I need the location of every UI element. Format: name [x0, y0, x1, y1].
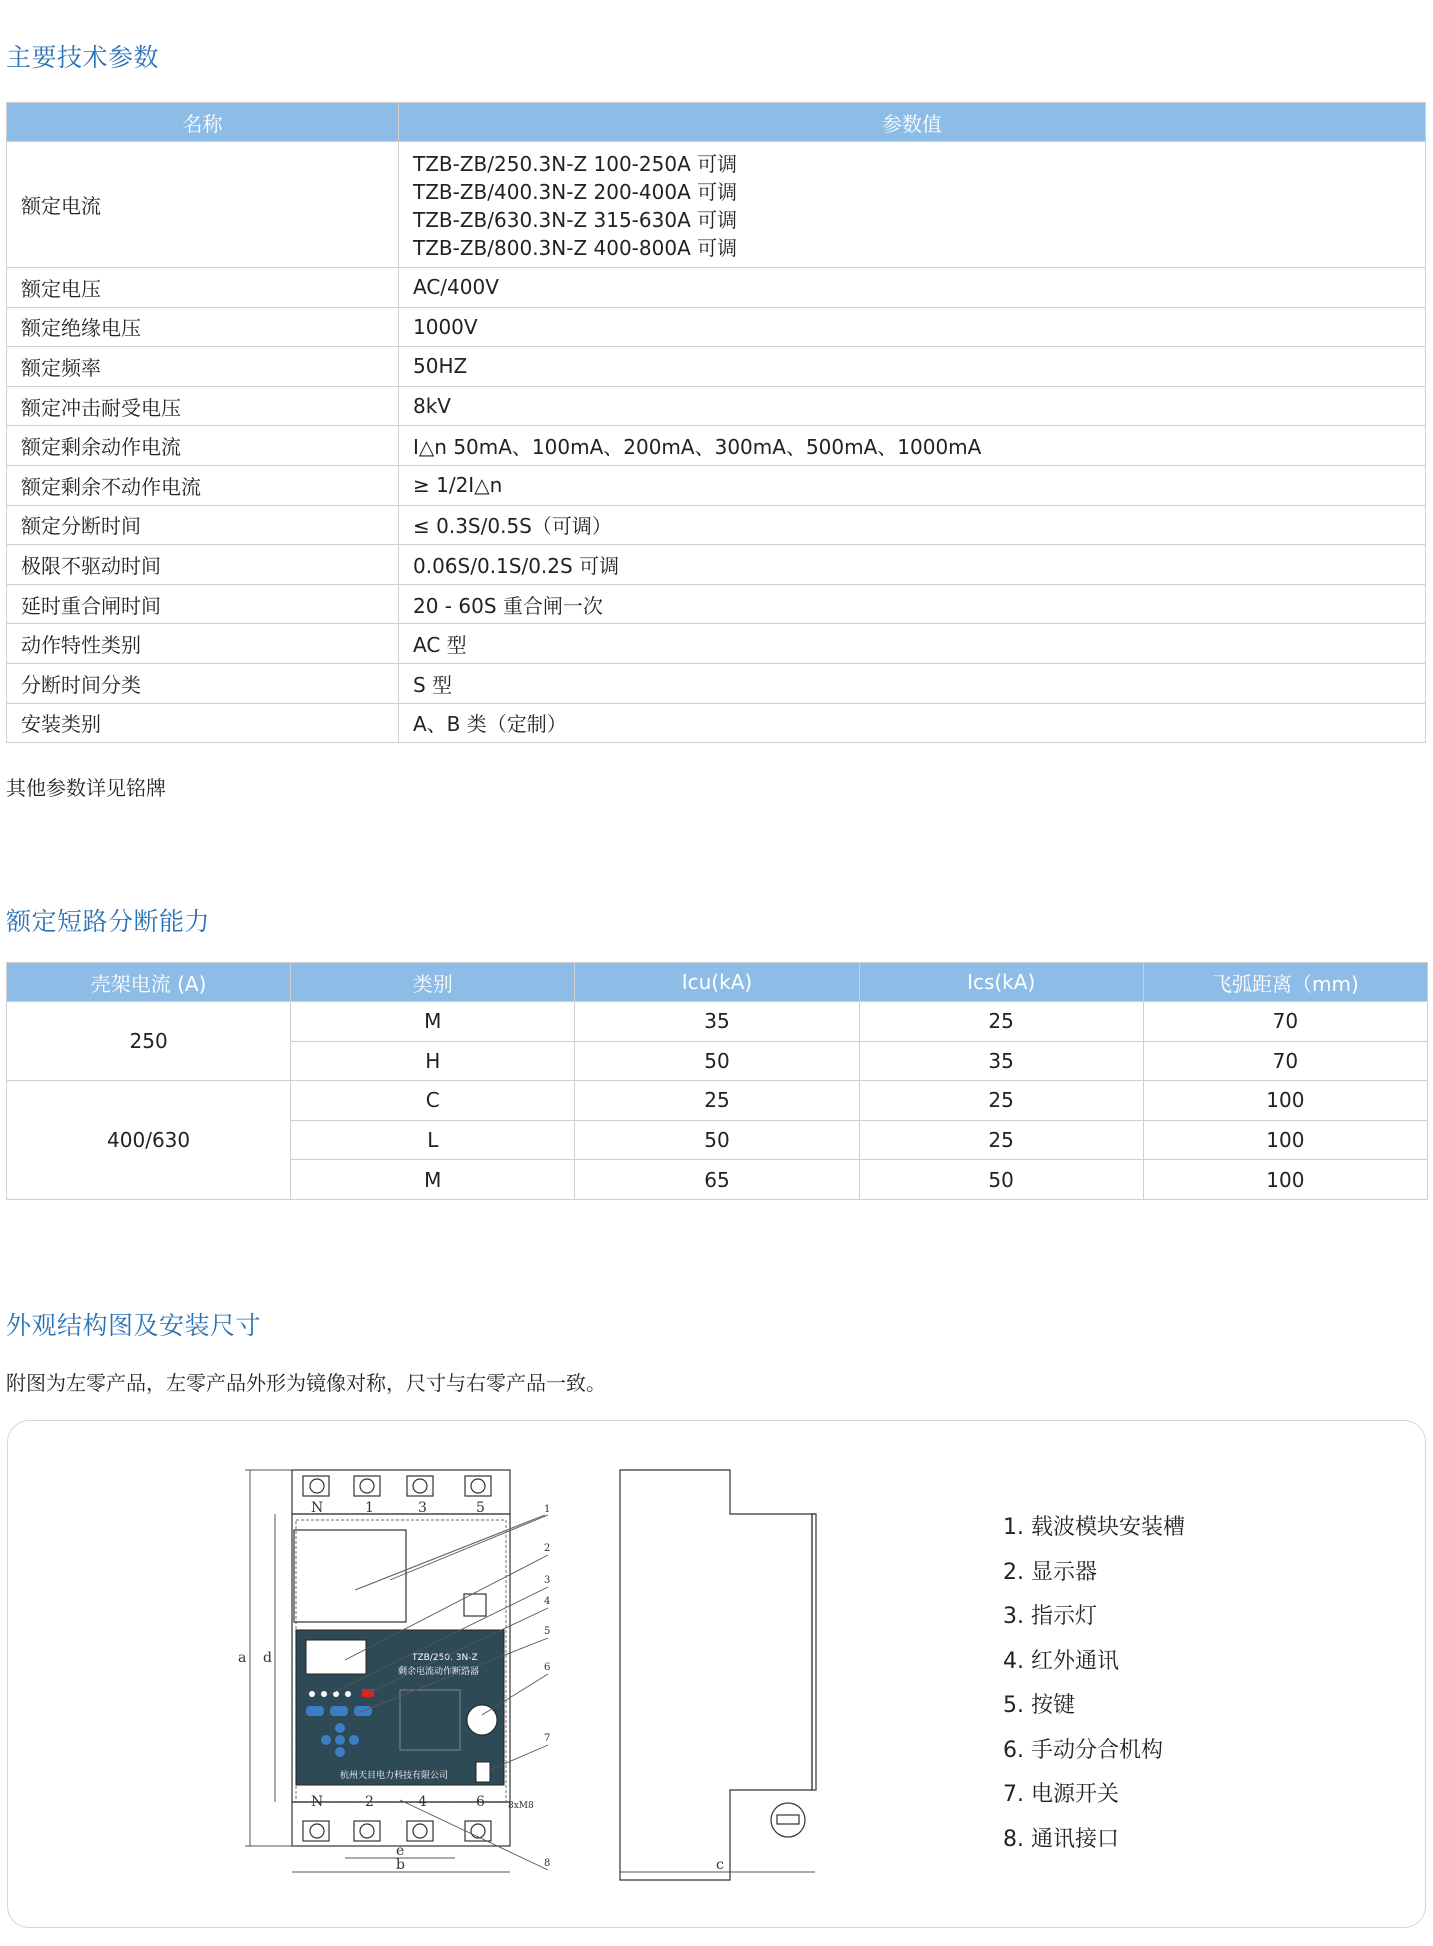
panel-name: 剩余电流动作断路器	[398, 1667, 480, 1677]
param-value: 0.06S/0.1S/0.2S 可调	[399, 545, 1426, 585]
button-icon	[335, 1747, 345, 1757]
ics-cell: 25	[859, 1081, 1143, 1121]
type-cell: L	[291, 1120, 575, 1160]
control-panel	[296, 1630, 504, 1785]
legend-item: 3. 指示灯	[1003, 1604, 1097, 1629]
terminal-label: N	[311, 1500, 324, 1516]
panel-maker: 杭州天目电力科技有限公司	[340, 1771, 449, 1781]
param-value-line: TZB-ZB/250.3N-Z 100-250A 可调	[413, 151, 738, 176]
callout-number: 6	[544, 1662, 551, 1673]
arc-cell: 100	[1143, 1120, 1427, 1160]
legend-item: 7. 电源开关	[1003, 1782, 1119, 1807]
param-value: ≤ 0.3S/0.5S（可调）	[399, 505, 1426, 545]
param-value: A、B 类（定制）	[399, 703, 1426, 743]
param-value-line: TZB-ZB/630.3N-Z 315-630A 可调	[413, 207, 738, 232]
param-name: 额定剩余动作电流	[7, 426, 399, 466]
param-value: AC/400V	[399, 268, 1426, 308]
callout-number: 5	[544, 1626, 551, 1637]
param-name: 分断时间分类	[7, 663, 399, 703]
dim-label: c	[716, 1857, 724, 1873]
param-value: AC 型	[399, 624, 1426, 664]
param-value-line: TZB-ZB/800.3N-Z 400-800A 可调	[413, 235, 738, 260]
param-value: 1000V	[399, 307, 1426, 347]
button-icon	[349, 1735, 359, 1745]
section-title-dimensions: 外观结构图及安装尺寸	[6, 1311, 262, 1340]
param-name: 额定分断时间	[7, 505, 399, 545]
param-value: S 型	[399, 663, 1426, 703]
param-value: I△n 50mA、100mA、200mA、300mA、500mA、1000mA	[399, 426, 1426, 466]
indicator-light-icon	[321, 1691, 327, 1697]
param-name: 安装类别	[7, 703, 399, 743]
param-name: 额定剩余不动作电流	[7, 465, 399, 505]
terminal-label: 6	[476, 1794, 485, 1810]
button-icon	[306, 1706, 324, 1716]
param-value: 8kV	[399, 386, 1426, 426]
terminal-label: N	[311, 1794, 324, 1810]
short-header-icu: Icu(kA)	[575, 963, 859, 1002]
type-cell: M	[291, 1160, 575, 1200]
params-header-name: 名称	[7, 103, 399, 142]
dim-label: e	[396, 1843, 405, 1859]
ics-cell: 25	[859, 1120, 1143, 1160]
icu-cell: 65	[575, 1160, 859, 1200]
legend-list	[1003, 1513, 1185, 1869]
icu-cell: 25	[575, 1081, 859, 1121]
indicator-light-icon	[309, 1691, 315, 1697]
button-icon	[330, 1706, 348, 1716]
icu-cell: 50	[575, 1041, 859, 1081]
terminal-label: 3	[418, 1500, 427, 1516]
legend-item: 4. 红外通讯	[1003, 1648, 1119, 1674]
button-icon	[321, 1735, 331, 1745]
section-title-tech: 主要技术参数	[6, 43, 160, 72]
icu-cell: 50	[575, 1120, 859, 1160]
callout-number: 2	[544, 1543, 551, 1554]
param-value: 50HZ	[399, 347, 1426, 387]
arc-cell: 100	[1143, 1160, 1427, 1200]
ics-cell: 25	[859, 1002, 1143, 1042]
param-value-line: TZB-ZB/400.3N-Z 200-400A 可调	[413, 179, 738, 204]
section-title-short-circuit: 额定短路分断能力	[6, 907, 211, 936]
short-header-arc: 飞弧距离（mm)	[1143, 963, 1427, 1002]
dim-label: b	[396, 1857, 405, 1873]
arc-cell: 100	[1143, 1081, 1427, 1121]
legend-item: 8. 通讯接口	[1003, 1826, 1119, 1852]
screw-label: 8xM8	[508, 1801, 534, 1811]
short-header-frame: 壳架电流 (A)	[7, 963, 291, 1002]
param-name: 额定冲击耐受电压	[7, 386, 399, 426]
short-header-ics: Ics(kA)	[859, 963, 1143, 1002]
param-name: 极限不驱动时间	[7, 545, 399, 585]
param-name: 额定绝缘电压	[7, 307, 399, 347]
terminal-label: 5	[476, 1500, 485, 1516]
terminal-label: 1	[365, 1500, 374, 1516]
frame-cell: 400/630	[7, 1081, 291, 1200]
terminal-label: 4	[418, 1794, 427, 1810]
button-icon	[335, 1735, 345, 1745]
legend-item: 2. 显示器	[1003, 1559, 1097, 1585]
short-header-type: 类别	[291, 963, 575, 1002]
arc-cell: 70	[1143, 1002, 1427, 1042]
param-name: 额定电压	[7, 268, 399, 308]
knob-icon	[467, 1705, 497, 1735]
param-value: ≥ 1/2I△n	[399, 465, 1426, 505]
type-cell: H	[291, 1041, 575, 1081]
ics-cell: 35	[859, 1041, 1143, 1081]
callout-number: 1	[544, 1504, 551, 1515]
param-name: 额定频率	[7, 347, 399, 387]
param-name: 延时重合闸时间	[7, 584, 399, 624]
param-name: 额定电流	[7, 142, 399, 268]
param-value: 20 - 60S 重合闸一次	[399, 584, 1426, 624]
panel-model: TZB/250. 3N-Z	[412, 1653, 478, 1663]
frame-cell: 250	[7, 1002, 291, 1081]
ics-cell: 50	[859, 1160, 1143, 1200]
dim-label: d	[263, 1650, 272, 1666]
indicator-light-icon	[345, 1691, 351, 1697]
legend-item: 6. 手动分合机构	[1003, 1737, 1163, 1763]
arc-cell: 70	[1143, 1041, 1427, 1081]
dims-note: 附图为左零产品，左零产品外形为镜像对称，尺寸与右零产品一致。	[6, 1371, 606, 1395]
callout-number: 7	[544, 1733, 551, 1744]
params-note: 其他参数详见铭牌	[6, 776, 166, 800]
params-header-value: 参数值	[399, 103, 1426, 142]
dim-label: a	[238, 1650, 247, 1666]
button-icon	[335, 1723, 345, 1733]
callout-number: 4	[544, 1596, 551, 1607]
type-cell: C	[291, 1081, 575, 1121]
terminal-label: 2	[365, 1794, 374, 1810]
communication-port-icon	[771, 1803, 805, 1837]
callout-number: 8	[544, 1858, 551, 1869]
side-view	[620, 1470, 816, 1880]
legend-item: 5. 按键	[1003, 1693, 1075, 1718]
type-cell: M	[291, 1002, 575, 1042]
callout-number: 3	[544, 1575, 551, 1586]
icu-cell: 35	[575, 1002, 859, 1042]
param-name: 动作特性类别	[7, 624, 399, 664]
legend-item: 1. 载波模块安装槽	[1003, 1515, 1185, 1540]
